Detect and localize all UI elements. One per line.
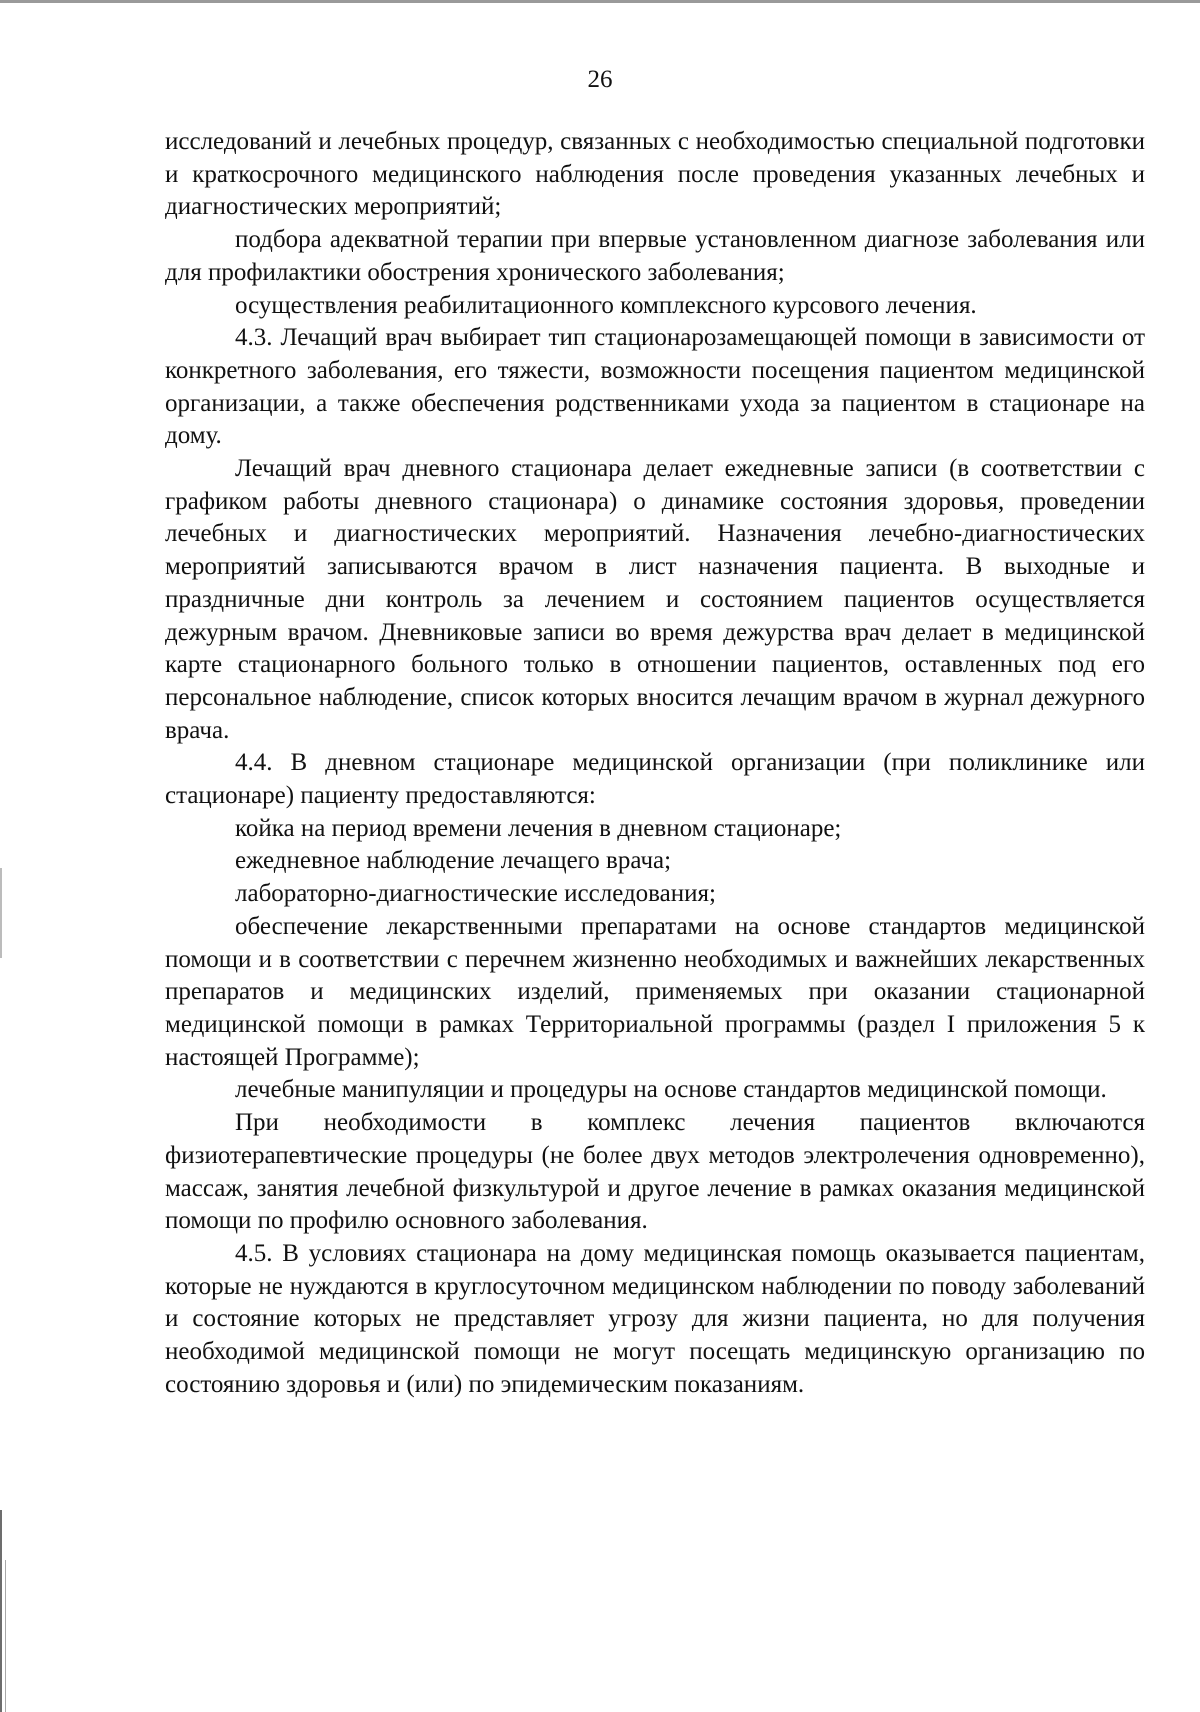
paragraph-section-4-5: 4.5. В условиях стационара на дому медицинская помощь оказывается пациентам, которые не нуждаются в круглосуточном медицинском наблюдении по поводу заболеваний и состояние которых не представляет угрозу для жизни пациента, но для получения необходимой медицинской помощи не могут посещать медицинскую организацию по состоянию здоровья и (или) по эпидемическим показаниям. (165, 1239, 1145, 1398)
paragraph-section-4-4: 4.4. В дневном стационаре медицинской организации (при поликлинике или стационаре) пациенту предоставляются: (165, 749, 1145, 810)
scan-edge-mark (0, 1510, 2, 1712)
list-item: лечебные манипуляции и процедуры на основе стандартов медицинской помощи. (235, 1076, 1107, 1104)
scan-edge-line (0, 0, 1200, 3)
document-body (165, 126, 1145, 1401)
scan-edge-mark (0, 868, 2, 958)
page-number: 26 (587, 66, 613, 93)
paragraph: исследований и лечебных процедур, связанных с необходимостью специальной подготовки и краткосрочного медицинского наблюдения после проведения указанных лечебных и диагностических мероприятий; (165, 128, 1145, 221)
paragraph: Лечащий врач дневного стационара делает ежедневные записи (в соответствии с графиком работы дневного стационара) о динамике состояния здоровья, проведении лечебных и диагностических мероприятий. Назначения лечебно-диагностических мероприятий записываются врачом в лист назначения пациента. В выходные и праздничные дни контроль за лечением и состоянием пациентов осуществляется дежурным врачом. Дневниковые записи во время дежурства врач делает в медицинской карте стационарного больного только в отношении пациентов, оставленных под его персональное наблюдение, список которых вносится лечащим врачом в журнал дежурного врача. (165, 455, 1145, 744)
scan-edge-mark (5, 1560, 6, 1712)
list-item: обеспечение лекарственными препаратами на основе стандартов медицинской помощи и в соответствии с перечнем жизненно необходимых и важнейших лекарственных препаратов и медицинских изделий, применяемых при оказании стационарной медицинской помощи в рамках Территориальной программы (раздел I приложения 5 к настоящей Программе); (165, 912, 1145, 1071)
paragraph: При необходимости в комплекс лечения пациентов включаются физиотерапевтические процедуры (не более двух методов электролечения одновременно), массаж, занятия лечебной физкультурой и другое лечение в рамках оказания медицинской помощи по профилю основного заболевания. (165, 1109, 1145, 1235)
paragraph-section-4-3: 4.3. Лечащий врач выбирает тип стационарозамещающей помощи в зависимости от конкретного заболевания, его тяжести, возможности посещения пациентом медицинской организации, а также обеспечения родственниками ухода за пациентом в стационаре на дому. (165, 324, 1145, 450)
paragraph: осуществления реабилитационного комплексного курсового лечения. (235, 291, 977, 319)
paragraph: подбора адекватной терапии при впервые установленном диагнозе заболевания или для профилактики обострения хронического заболевания; (165, 226, 1145, 286)
list-item: лабораторно-диагностические исследования; (235, 880, 716, 908)
list-item: койка на период времени лечения в дневном стационаре; (235, 814, 842, 842)
list-item: ежедневное наблюдение лечащего врача; (235, 847, 672, 875)
